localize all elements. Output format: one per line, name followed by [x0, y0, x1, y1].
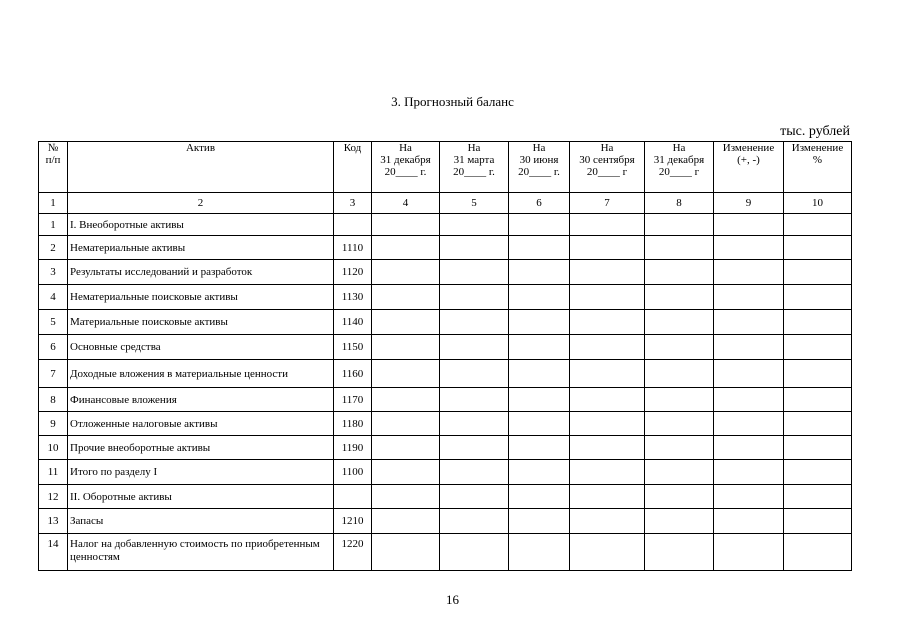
value-cell [784, 260, 852, 285]
value-cell [784, 310, 852, 335]
value-cell [784, 236, 852, 260]
row-asset-name: Запасы [68, 509, 334, 534]
value-cell [570, 214, 645, 236]
value-cell [509, 214, 570, 236]
row-number: 7 [39, 360, 68, 388]
page-title: 3. Прогнозный баланс [391, 94, 514, 109]
table-row [39, 485, 852, 509]
value-cell [372, 509, 440, 534]
header-col-change-pct: Изменение % [784, 142, 852, 193]
row-asset-name: I. Внеоборотные активы [68, 214, 334, 236]
value-cell [645, 236, 714, 260]
row-asset-name: Финансовые вложения [68, 388, 334, 412]
row-number: 1 [39, 214, 68, 236]
value-cell [714, 460, 784, 485]
row-asset-name: Доходные вложения в материальные ценности [68, 360, 334, 388]
table-row [39, 534, 852, 571]
value-cell [645, 335, 714, 360]
value-cell [570, 412, 645, 436]
value-cell [372, 360, 440, 388]
value-cell [714, 412, 784, 436]
value-cell [784, 388, 852, 412]
table-row [39, 236, 852, 260]
value-cell [440, 509, 509, 534]
row-code: 1160 [334, 360, 372, 388]
value-cell [372, 388, 440, 412]
row-asset-name: Отложенные налоговые активы [68, 412, 334, 436]
row-asset-name: Нематериальные активы [68, 236, 334, 260]
value-cell [784, 412, 852, 436]
column-number: 10 [784, 193, 852, 214]
value-cell [570, 310, 645, 335]
header-col-num: № п/п [39, 142, 68, 193]
row-number: 3 [39, 260, 68, 285]
row-code [334, 214, 372, 236]
value-cell [440, 485, 509, 509]
header-col-sep30: На 30 сентября 20____ г [570, 142, 645, 193]
value-cell [714, 310, 784, 335]
row-code: 1120 [334, 260, 372, 285]
value-cell [570, 335, 645, 360]
value-cell [440, 412, 509, 436]
value-cell [784, 509, 852, 534]
row-asset-name: II. Оборотные активы [68, 485, 334, 509]
value-cell [372, 412, 440, 436]
value-cell [372, 460, 440, 485]
value-cell [372, 436, 440, 460]
value-cell [645, 534, 714, 571]
row-code [334, 485, 372, 509]
value-cell [372, 485, 440, 509]
value-cell [509, 534, 570, 571]
row-asset-name: Материальные поисковые активы [68, 310, 334, 335]
value-cell [509, 335, 570, 360]
row-number: 5 [39, 310, 68, 335]
value-cell [372, 310, 440, 335]
value-cell [714, 436, 784, 460]
value-cell [714, 509, 784, 534]
table-row [39, 436, 852, 460]
value-cell [570, 236, 645, 260]
column-number: 9 [714, 193, 784, 214]
row-asset-name: Результаты исследований и разработок [68, 260, 334, 285]
value-cell [645, 412, 714, 436]
value-cell [645, 485, 714, 509]
table-row [39, 335, 852, 360]
value-cell [784, 485, 852, 509]
value-cell [372, 236, 440, 260]
table-row [39, 214, 852, 236]
value-cell [509, 509, 570, 534]
value-cell [372, 285, 440, 310]
value-cell [440, 460, 509, 485]
value-cell [714, 214, 784, 236]
row-code: 1180 [334, 412, 372, 436]
column-number: 2 [68, 193, 334, 214]
value-cell [509, 436, 570, 460]
value-cell [570, 388, 645, 412]
header-col-code: Код [334, 142, 372, 193]
value-cell [784, 214, 852, 236]
value-cell [784, 335, 852, 360]
row-number: 14 [39, 534, 68, 571]
page-number: 16 [446, 592, 459, 607]
value-cell [509, 260, 570, 285]
table-row [39, 509, 852, 534]
units-label: тыс. рублей [780, 124, 850, 139]
table-row [39, 460, 852, 485]
value-cell [645, 214, 714, 236]
value-cell [372, 534, 440, 571]
value-cell [570, 360, 645, 388]
column-number: 6 [509, 193, 570, 214]
value-cell [509, 285, 570, 310]
row-code: 1100 [334, 460, 372, 485]
value-cell [440, 214, 509, 236]
row-code: 1220 [334, 534, 372, 571]
column-number: 8 [645, 193, 714, 214]
value-cell [784, 534, 852, 571]
value-cell [570, 485, 645, 509]
table-row [39, 412, 852, 436]
row-number: 13 [39, 509, 68, 534]
value-cell [645, 360, 714, 388]
column-number: 4 [372, 193, 440, 214]
value-cell [645, 460, 714, 485]
row-code: 1210 [334, 509, 372, 534]
row-number: 4 [39, 285, 68, 310]
value-cell [440, 260, 509, 285]
row-number: 2 [39, 236, 68, 260]
column-number: 3 [334, 193, 372, 214]
header-col-asset: Актив [68, 142, 334, 193]
column-number-row [39, 193, 852, 214]
value-cell [645, 388, 714, 412]
value-cell [509, 310, 570, 335]
row-number: 9 [39, 412, 68, 436]
value-cell [440, 436, 509, 460]
value-cell [714, 388, 784, 412]
row-asset-name: Налог на добавленную стоимость по приобретенным ценностям [68, 534, 334, 571]
value-cell [440, 310, 509, 335]
value-cell [440, 360, 509, 388]
table-row [39, 310, 852, 335]
table-row [39, 388, 852, 412]
value-cell [440, 335, 509, 360]
value-cell [509, 485, 570, 509]
value-cell [372, 214, 440, 236]
row-number: 12 [39, 485, 68, 509]
table-row [39, 260, 852, 285]
value-cell [440, 388, 509, 412]
row-asset-name: Основные средства [68, 335, 334, 360]
row-asset-name: Нематериальные поисковые активы [68, 285, 334, 310]
value-cell [570, 460, 645, 485]
value-cell [570, 436, 645, 460]
forecast-balance-table [38, 141, 852, 571]
value-cell [509, 236, 570, 260]
row-number: 8 [39, 388, 68, 412]
header-col-jun30: На 30 июня 20____ г. [509, 142, 570, 193]
value-cell [714, 260, 784, 285]
row-asset-name: Прочие внеоборотные активы [68, 436, 334, 460]
row-number: 11 [39, 460, 68, 485]
value-cell [784, 285, 852, 310]
value-cell [714, 485, 784, 509]
row-number: 10 [39, 436, 68, 460]
value-cell [509, 360, 570, 388]
row-code: 1110 [334, 236, 372, 260]
value-cell [372, 260, 440, 285]
value-cell [645, 260, 714, 285]
value-cell [784, 460, 852, 485]
value-cell [509, 460, 570, 485]
value-cell [509, 412, 570, 436]
value-cell [440, 534, 509, 571]
value-cell [784, 436, 852, 460]
row-code: 1170 [334, 388, 372, 412]
column-number: 1 [39, 193, 68, 214]
value-cell [570, 534, 645, 571]
value-cell [570, 285, 645, 310]
value-cell [784, 360, 852, 388]
value-cell [440, 236, 509, 260]
column-number: 5 [440, 193, 509, 214]
value-cell [714, 236, 784, 260]
table-row [39, 285, 852, 310]
value-cell [509, 388, 570, 412]
value-cell [714, 335, 784, 360]
row-code: 1130 [334, 285, 372, 310]
header-row [39, 142, 852, 193]
value-cell [645, 285, 714, 310]
value-cell [570, 509, 645, 534]
header-col-change-abs: Изменение (+, -) [714, 142, 784, 193]
value-cell [645, 310, 714, 335]
row-asset-name: Итого по разделу I [68, 460, 334, 485]
table-row [39, 360, 852, 388]
value-cell [714, 360, 784, 388]
value-cell [645, 436, 714, 460]
column-number: 7 [570, 193, 645, 214]
row-code: 1190 [334, 436, 372, 460]
value-cell [714, 534, 784, 571]
value-cell [645, 509, 714, 534]
row-code: 1140 [334, 310, 372, 335]
value-cell [372, 335, 440, 360]
value-cell [714, 285, 784, 310]
header-col-dec31-start: На 31 декабря 20____ г. [372, 142, 440, 193]
header-col-dec31-end: На 31 декабря 20____ г [645, 142, 714, 193]
value-cell [440, 285, 509, 310]
row-number: 6 [39, 335, 68, 360]
row-code: 1150 [334, 335, 372, 360]
value-cell [570, 260, 645, 285]
header-col-mar31: На 31 марта 20____ г. [440, 142, 509, 193]
